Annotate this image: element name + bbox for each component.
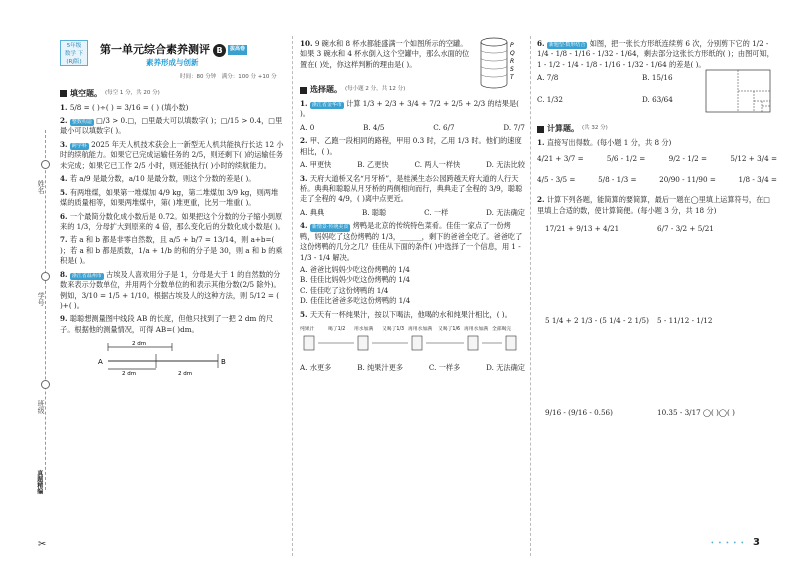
time-info: 时间：80 分钟 满分：100 分 +10 分: [180, 74, 277, 80]
calc-2-items: [537, 216, 777, 476]
binding-margin: [0, 0, 62, 569]
choice-5: 5. 天天有一杯纯果汁，按以下喝法，他喝的水和纯果汁相比，( )。: [300, 309, 512, 319]
ruler-figure: [98, 337, 250, 378]
ruler-label: 2 dm: [178, 371, 193, 378]
scissors-icon: ✂: [38, 539, 47, 550]
jar-label: S: [510, 66, 514, 73]
question-10: 10. 9 碗水和 8 杯水都能盛满一个如图所示的空罐。如果 3 碗水和 4 杯水倒入这个空罐中，那么水面的位置在( )处，你这样判断的理由是( )。: [300, 39, 470, 69]
name-label: 姓名: [37, 180, 46, 194]
question-9: 9. 聪聪想测量图中线段 AB 的长度，但他只找到了一把 2 dm 的尺子。根据他的测量情况，可得 AB=( )dm。: [60, 314, 274, 334]
point-b: B: [221, 358, 226, 367]
calc-2: 2. 计算下列各题，能简算的要简算，最后一题在◯里填上运算符号，在□里填上合适的数，使计算简便。(每小题 3 分，共 18 分): [537, 195, 771, 215]
choice-4-options: A. 爸爸比妈妈少吃这份烤鸭的 1/4 B. 佳佳比妈妈少吃这份烤鸭的 1/4 C. 佳佳吃了这份烤鸭的 1/4 D. 佳佳比爸爸多吃这份烤鸭的 1/4: [300, 265, 411, 306]
column-3: [537, 36, 777, 476]
ruler-label: 2 dm: [132, 341, 147, 348]
version-badge: B: [213, 44, 226, 57]
choice-4: 4. 新情景·传统美食 烤鸭是北京的传统特色菜肴。佳佳一家点了一份烤鸭，妈妈吃了这份烤鸭的 1/3，______，剩下的爸爸全吃了。爸爸吃了这份烤鸭的几分之几？佳佳从下面的条件( )中选择了一个信息，用 1 - 1/3 - 1/4 解决。: [300, 221, 523, 262]
calc-1-row-2: 4/5 - 3/5 = 5/8 - 1/3 = 20/90 - 11/90 = 1/8 - 3/4 =: [537, 174, 777, 184]
juice-steps-figure: [300, 322, 525, 356]
page-number: 3: [753, 537, 760, 548]
question-6: 6. 一个最简分数化成小数后是 0.72。如果把这个分数的分子缩小到原来的 1/3，分母扩大到原来的 4 倍，那么变化后的分数化成小数是( )。: [60, 211, 285, 231]
page-header: [60, 38, 285, 88]
title-tag: 拔高卷: [228, 45, 247, 54]
punch-hole: [41, 160, 50, 169]
question-4: 4. 若 a/9 是最分数，a/10 是最分数，则这个分数的差是( )。: [60, 174, 256, 184]
question-8: 8. 浙江省温州市 古埃及人喜欢用分子是 1，分母是大于 1 的自然数的分数来表示分数单位，并用两个分数单位的和表示其他分数(2/5 除外)。例如，3/10 = 1/5 + 1/10。根据古埃及人的这种方法，则 5/12 = ( )+( )。: [60, 269, 281, 311]
page-subtitle: 素养形成与创新: [146, 58, 199, 67]
svg-text:用水加满: 用水加满: [354, 327, 374, 333]
jar-label: Q: [510, 50, 515, 57]
jar-label: R: [510, 58, 515, 65]
jar-label: T: [510, 74, 514, 81]
page-title: 第一单元综合素养测评 B 拔高卷: [100, 43, 246, 56]
question-7: 7. 若 a 和 b 都是非零自然数，且 a/5 + b/7 = 13/14，则 a+b=( )；若 a 和 b 都是质数，1/a + 1/b 的和的分子是 30，则 a 和 b 的乘积是( )。: [60, 235, 283, 266]
choice-2: 2. 甲、乙跑一段相同的路程，甲用 0.3 时，乙用 1/3 时。他们的速度相比，( )。: [300, 136, 522, 156]
svg-text:再用水加满: 再用水加满: [408, 327, 432, 333]
choice-5-options: A. 水更多 B. 纯果汁更多 C. 一样多 D. 无法确定: [300, 362, 525, 372]
svg-text:再用水加满: 再用水加满: [464, 327, 488, 333]
choice-3-options: A. 典典 B. 聪聪 C. 一样 D. 无法确定: [300, 207, 525, 217]
question-3: 3. 跨学科 2025 年天人机技术获会上一新型无人机共能执行长达 12 小时的续航能力。如果它已完成运输任务的 2/5，则还剩下( )的运输任务未完成；如果它已工作 2/5 小时，则还能执行( )小时的续航能力。: [60, 139, 284, 170]
choice-6: 6. 新题型·数形结合 如图，把一张长方形纸连续剪 6 次，分别剪下它的 1/2 - 1/4 - 1/8 - 1/16 - 1/32 - 1/64，剩去部分这张长方形纸的( )；由图可知，1 - 1/2 - 1/4 - 1/8 - 1/16 - 1/32 - 1/64 的差是( )。: [537, 39, 774, 69]
section-fill-in: 填空题。 (每空 1 分，共 20 分): [60, 88, 285, 100]
svg-text:喝了1/2: 喝了1/2: [328, 327, 346, 333]
jar-label: P: [510, 42, 514, 49]
jar-figure: [478, 36, 523, 91]
question-1: 1. 5/8 = ( )÷( ) = 3/16 = ( ) (填小数): [60, 102, 189, 112]
id-label: 学号: [37, 292, 46, 306]
calc-item: 17/21 + 9/13 + 4/21: [545, 224, 620, 234]
section-choice: 选择题。 (每小题 2 分，共 12 分): [300, 84, 525, 96]
svg-text:又喝了1/6: 又喝了1/6: [438, 327, 461, 333]
choice-6-options: A. 7/8 B. 15/16 C. 1/32 D. 63/64: [537, 73, 777, 117]
calc-item: 5 1/4 + 2 1/3 - (5 1/4 - 2 1/5): [545, 316, 649, 326]
calc-item: 5 - 11/12 - 1/12: [657, 316, 713, 326]
point-a: A: [98, 358, 103, 367]
svg-text:又喝了1/3: 又喝了1/3: [382, 327, 405, 333]
choice-1-options: A. 0 B. 4/5 C. 6/7 D. 7/7: [300, 122, 525, 132]
brand-vertical: 真题精编: [35, 470, 43, 494]
calc-1-row-1: 4/21 + 3/7 = 5/6 - 1/2 = 9/2 - 1/2 = 5/12 + 3/4 =: [537, 154, 777, 164]
calc-1: 1. 直接写出得数。(每小题 1 分，共 8 分): [537, 137, 672, 147]
choice-2-options: A. 甲更快 B. 乙更快 C. 两人一样快 D. 无法比较: [300, 160, 525, 170]
svg-text:全部喝完: 全部喝完: [492, 327, 512, 333]
question-2: 2. 整数构造 □/3 > 0.□，□里最大可以填数字( )；□/15 > 0.4，□里最小可以填数字( )。: [60, 116, 283, 136]
grade-tag: 5年级 数学 下 (RJ版): [60, 40, 88, 66]
section-calculation: 计算题。 (共 32 分): [537, 123, 777, 135]
ruler-label: 2 dm: [122, 371, 137, 378]
calc-item: 9/16 - (9/16 - 0.56): [545, 408, 613, 418]
calc-item: 10.35 - 3/17 ◯( )◯( ): [657, 408, 735, 418]
choice-1: 1. 浙江省金华市 计算 1/3 + 2/3 + 3/4 + 7/2 + 2/5 + 2/3 的结果是( )。: [300, 98, 519, 119]
column-divider: [530, 36, 531, 556]
column-1: [60, 88, 285, 379]
punch-hole: [41, 380, 50, 389]
choice-3: 3. 天府大道桥又名“月牙桥”，是桂溪生态公园跨越天府大道的人行天桥。典典和聪聪从月牙桥的两侧相向而行，典典走了全程的 3/9，聪聪走了全程的 4/9，( )离中点更近。: [300, 173, 523, 204]
calc-item: 6/7 - 3/2 + 5/21: [657, 224, 714, 234]
column-divider: [292, 36, 293, 556]
punch-hole: [41, 272, 50, 281]
page-dots: • • • • •: [710, 540, 745, 547]
rectangle-cut-figure: [705, 69, 773, 115]
svg-text:纯果汁: 纯果汁: [300, 327, 315, 333]
class-label: 班级: [37, 400, 46, 414]
question-5: 5. 有两堆煤，如果第一堆煤加 4/9 kg，第二堆煤加 3/9 kg，则两堆煤的质量相等，如果两堆煤中，第( )堆更重，比另一堆重( )。: [60, 187, 279, 208]
column-2: [300, 36, 525, 373]
